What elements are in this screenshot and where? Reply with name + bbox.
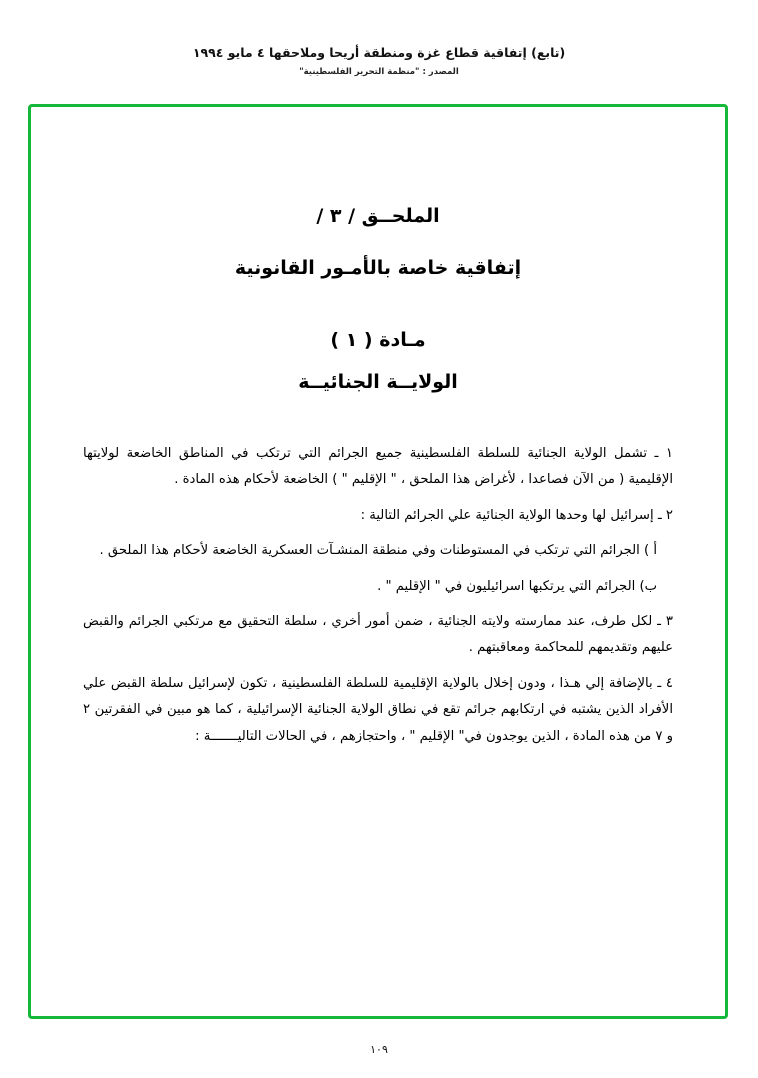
document-body <box>83 441 673 750</box>
paragraph-2a: أ ) الجرائم التي ترتكب في المستوطنات وفي منطقة المنشـآت العسكرية الخاضعة لأحكام هذا الملحق . <box>99 543 657 559</box>
page-header <box>0 44 758 77</box>
page-footer <box>0 1043 758 1056</box>
article-title: الولايــة الجنائيــة <box>298 371 458 393</box>
article-number: مـادة ( ١ ) <box>330 329 426 351</box>
green-border-frame <box>28 104 728 1019</box>
frame-content <box>31 107 725 1016</box>
header-source: المصدر : "منظمة التحرير الفلسطينية" <box>299 66 459 77</box>
annex-number: الملحــق / ٣ / <box>316 205 440 227</box>
paragraph-2b: ب) الجرائم التي يرتكبها اسرائيليون في " الإقليم " . <box>377 578 657 594</box>
annex-title: إتفاقية خاصة بالأمـور القانونية <box>234 257 522 279</box>
header-title: (تابع) إتفاقية قطاع غزة ومنطقة أريحا وملاحقها ٤ مايو ١٩٩٤ <box>192 45 566 60</box>
paragraph-2: ٢ ـ إسرائيل لها وحدها الولاية الجنائية علي الجرائم التالية : <box>360 507 673 523</box>
paragraph-1: ١ ـ تشمل الولاية الجنائية للسلطة الفلسطينية جميع الجرائم التي ترتكب في المناطق الخاضعة لولايتها الإقليمية ( من الآن فصاعدا ، لأغراض هذا الملحق ، " الإقليم " ) الخاضعة لأحكام هذه المادة . <box>83 446 673 488</box>
page-number: ١٠٩ <box>370 1043 388 1056</box>
title-block <box>83 205 673 393</box>
paragraph-4: ٤ ـ بالإضافة إلي هـذا ، ودون إخلال بالولاية الإقليمية للسلطة الفلسطينية ، تكون لإسرائيل سلطة القبض علي الأفراد الذين يشتبه في ارتكابهم جرائم تقع في نطاق الولاية الجنائية الإسرائيلية ، كما هو مبين في الفقرتين ٢ و ٧ من هذه المادة ، الذين يوجدون في" الإقليم " ، واحتجازهم ، في الحالات التاليـــــــة : <box>83 675 673 744</box>
paragraph-3: ٣ ـ لكل طرف، عند ممارسته ولايته الجنائية ، ضمن أمور أخري ، سلطة التحقيق مع مرتكبي الجرائم والقبض عليهم وتقديمهم للمحاكمة ومعاقبتهم . <box>83 614 673 656</box>
